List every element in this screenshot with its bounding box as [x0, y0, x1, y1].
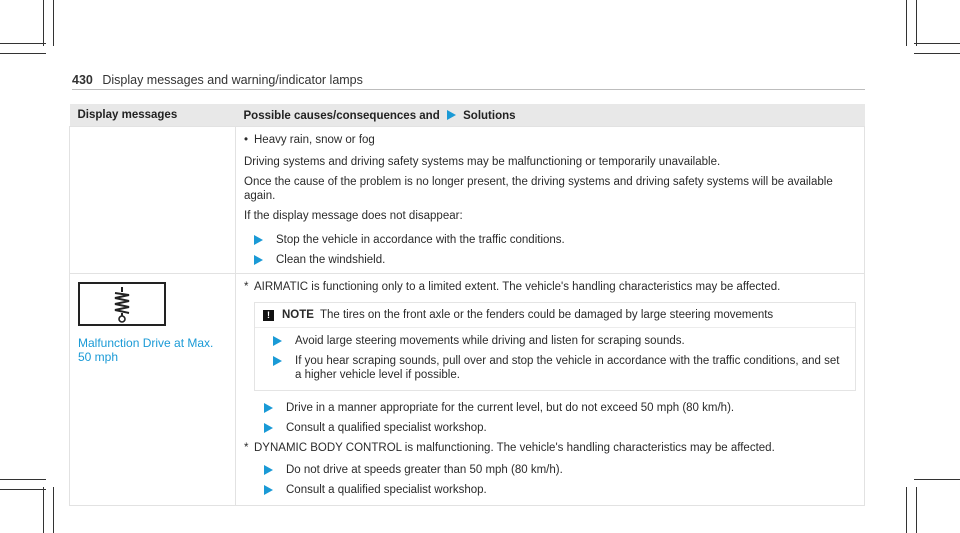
solution-arrow-icon — [254, 255, 263, 265]
note-box — [254, 302, 856, 391]
table-row — [70, 274, 865, 506]
crop-mark — [0, 43, 46, 44]
step-text: Clean the windshield. — [276, 254, 386, 266]
paragraph: Once the cause of the problem is no longer present, the driving systems and driving safety systems will be available again. — [244, 176, 833, 202]
step-text: Drive in a manner appropriate for the current level, but do not exceed 50 mph (80 km/h). — [286, 402, 735, 414]
cause-text: AIRMATIC is functioning only to a limited extent. The vehicle's handling characteristics may be affected. — [254, 281, 781, 293]
solution-arrow-icon — [447, 110, 456, 120]
note-text: The tires on the front axle or the fenders could be damaged by large steering movements — [319, 309, 774, 321]
solution-step — [254, 401, 856, 415]
paragraph: If the display message does not disappear: — [244, 210, 463, 222]
crop-mark — [0, 53, 46, 54]
crop-mark — [914, 53, 960, 54]
cause-item: * DYNAMIC BODY CONTROL is malfunctioning. The vehicle's handling characteristics may be affected. — [244, 442, 775, 454]
table-header-row — [70, 104, 865, 127]
crop-mark — [916, 487, 917, 533]
header-rule — [72, 89, 865, 90]
crop-mark — [906, 487, 907, 533]
step-text: Consult a qualified specialist workshop. — [286, 422, 487, 434]
display-message-text: Malfunction Drive at Max. 50 mph — [78, 336, 214, 364]
header-causes-solutions — [236, 104, 865, 127]
header-solutions: Solutions — [463, 109, 516, 122]
solution-step — [254, 483, 856, 497]
crop-mark — [43, 0, 44, 46]
step-text: Avoid large steering movements while driving and listen for scraping sounds. — [295, 335, 685, 347]
header-display-messages: Display messages — [70, 104, 236, 127]
solution-arrow-icon — [264, 465, 273, 475]
table-row — [70, 127, 865, 274]
solution-step — [254, 421, 856, 435]
page-number: 430 — [72, 73, 93, 87]
display-messages-table — [69, 104, 865, 506]
paragraph: Driving systems and driving safety systems may be malfunctioning or temporarily unavailable. — [244, 156, 721, 168]
crop-mark — [53, 0, 54, 46]
list-item: • Heavy rain, snow or fog — [244, 133, 856, 147]
page-header — [72, 73, 363, 87]
crop-mark — [916, 0, 917, 46]
crop-mark — [906, 0, 907, 46]
solution-arrow-icon — [254, 235, 263, 245]
causes-cell — [236, 274, 865, 506]
crop-mark — [0, 489, 46, 490]
solution-step — [244, 233, 856, 247]
note-body — [255, 328, 855, 390]
solution-step — [263, 334, 847, 348]
step-text: Stop the vehicle in accordance with the traffic conditions. — [276, 234, 565, 246]
solution-arrow-icon — [264, 403, 273, 413]
cause-text: DYNAMIC BODY CONTROL is malfunctioning. The vehicle's handling characteristics may be affected. — [254, 442, 775, 454]
suspension-spring-icon — [78, 282, 166, 326]
note-header — [255, 303, 855, 328]
step-text: If you hear scraping sounds, pull over and stop the vehicle in accordance with the traffic conditions, and set a higher vehicle level if possible. — [295, 355, 840, 381]
solution-step — [263, 354, 847, 382]
page-title: Display messages and warning/indicator lamps — [102, 73, 363, 87]
message-cell-empty — [70, 127, 236, 274]
crop-mark — [43, 487, 44, 533]
warning-icon: ! — [263, 310, 274, 321]
crop-mark — [914, 43, 960, 44]
note-title: NOTE — [282, 309, 314, 321]
header-causes: Possible causes/consequences and — [243, 109, 440, 122]
solution-arrow-icon — [264, 485, 273, 495]
crop-mark — [53, 487, 54, 533]
cause-item: * AIRMATIC is functioning only to a limited extent. The vehicle's handling characteristics may be affected. — [244, 281, 781, 293]
solution-arrow-icon — [264, 423, 273, 433]
crop-mark — [0, 479, 46, 480]
message-cell — [70, 274, 236, 506]
solution-step — [254, 463, 856, 477]
solution-step — [244, 253, 856, 267]
solution-arrow-icon — [273, 356, 282, 366]
step-text: Do not drive at speeds greater than 50 mph (80 km/h). — [286, 464, 563, 476]
causes-cell — [236, 127, 865, 274]
crop-mark — [914, 479, 960, 480]
step-text: Consult a qualified specialist workshop. — [286, 484, 487, 496]
solution-arrow-icon — [273, 336, 282, 346]
